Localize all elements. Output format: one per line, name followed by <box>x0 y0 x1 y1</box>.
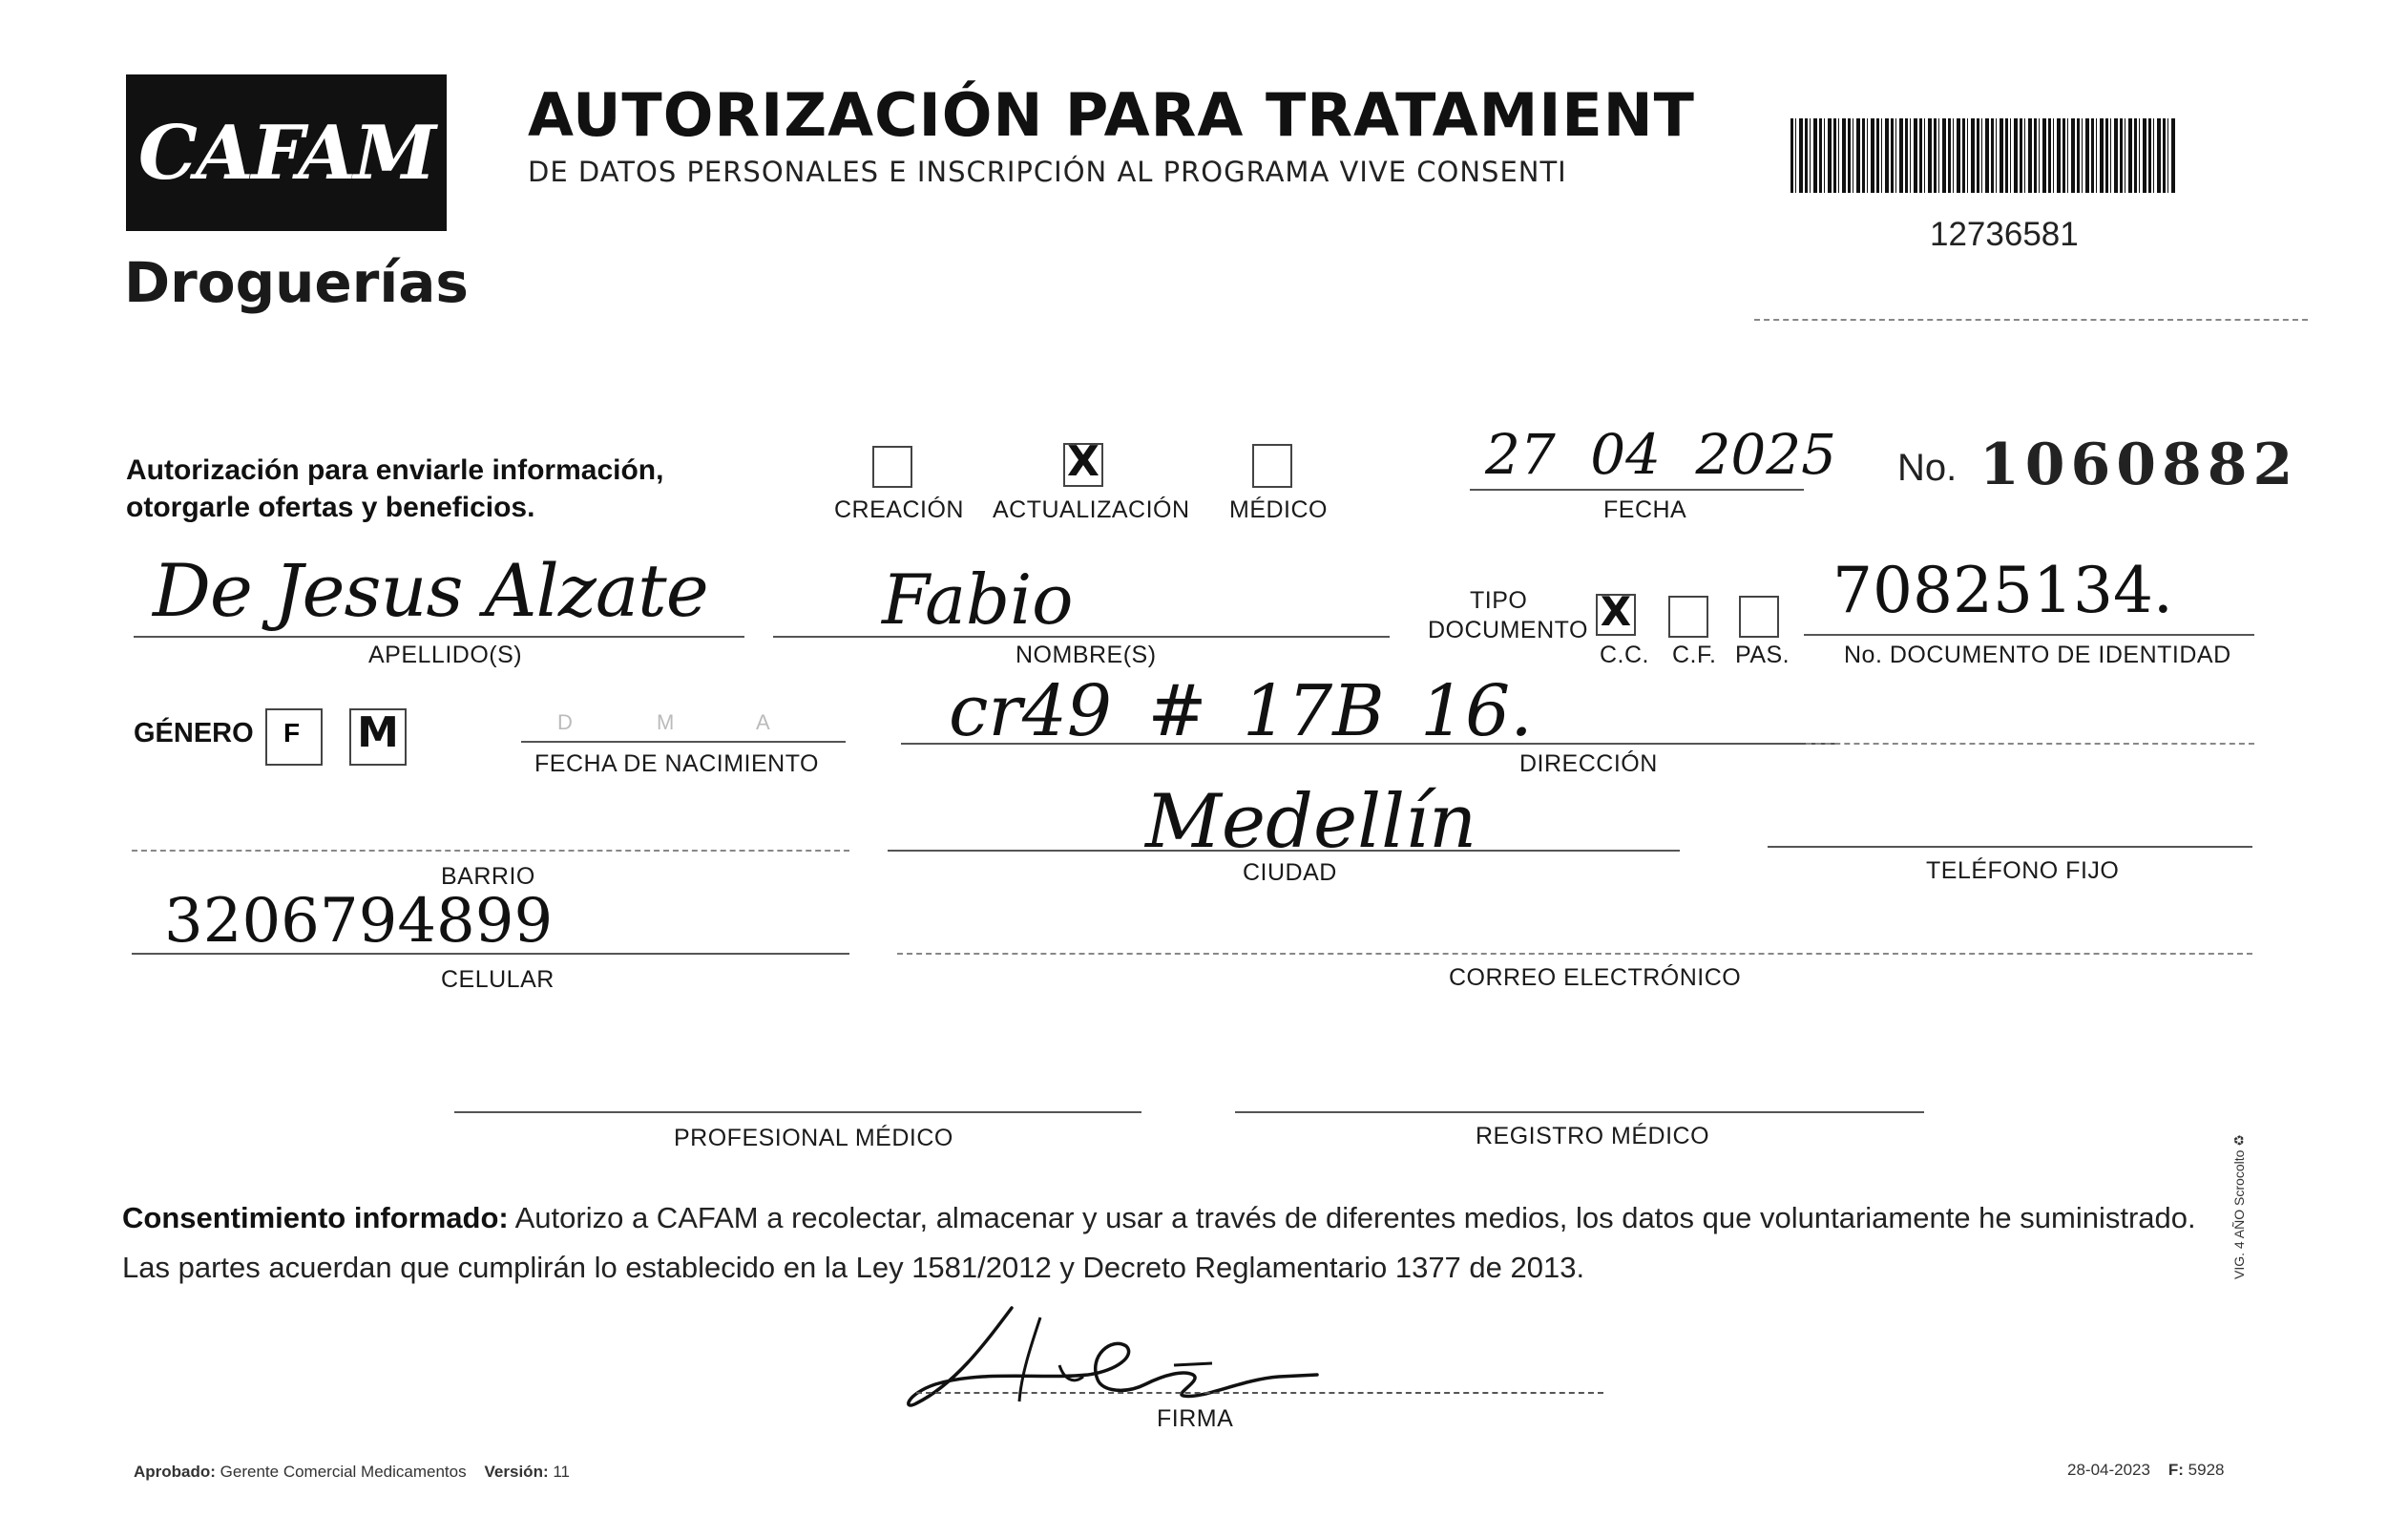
barrio-line <box>132 850 849 852</box>
version-label: Versión: <box>484 1463 549 1481</box>
cf-checkbox[interactable] <box>1668 596 1708 638</box>
address-line <box>901 743 1836 745</box>
signature-graphic <box>897 1289 1336 1422</box>
phone-label: TELÉFONO FIJO <box>1926 857 2120 884</box>
consent-title: Consentimiento informado: <box>122 1201 509 1234</box>
barcode <box>1790 118 2176 193</box>
city-line <box>888 850 1680 852</box>
phone-line <box>1768 846 2252 848</box>
address-line-ext <box>1806 743 2254 745</box>
form-title: AUTORIZACIÓN PARA TRATAMIENT <box>528 80 1695 150</box>
creation-label: CREACIÓN <box>834 496 964 523</box>
form-number: 1060882 <box>1979 432 2299 498</box>
city-label: CIUDAD <box>1243 859 1337 886</box>
address-label: DIRECCIÓN <box>1519 750 1658 777</box>
birth-placeholder-d: D <box>557 710 573 734</box>
birth-placeholder-m: M <box>657 710 675 734</box>
doc-type-label-1: TIPO <box>1470 587 1528 614</box>
medical-label: MÉDICO <box>1229 496 1328 523</box>
doc-type-label-2: DOCUMENTO <box>1428 617 1588 643</box>
doc-number-label: No. DOCUMENTO DE IDENTIDAD <box>1844 642 2231 668</box>
city-value: Medellín <box>1145 779 1477 865</box>
consent-paragraph-1 <box>122 1201 2196 1235</box>
update-check-mark: X <box>1067 437 1099 486</box>
authorization-text-2: otorgarle ofertas y beneficios. <box>126 492 535 523</box>
cc-check-mark: X <box>1600 588 1632 635</box>
cf-label: C.F. <box>1672 642 1717 668</box>
professional-line <box>454 1111 1141 1113</box>
name-line <box>773 636 1390 638</box>
pas-checkbox[interactable] <box>1739 596 1779 638</box>
brand-subtitle: Droguerías <box>124 250 469 315</box>
creation-checkbox[interactable] <box>872 446 912 488</box>
doc-number-value: 70825134. <box>1832 554 2173 627</box>
surname-value: De Jesus Alzate <box>153 548 708 633</box>
form-number-prefix: No. <box>1897 447 1958 489</box>
cell-label: CELULAR <box>441 966 555 993</box>
surname-label: APELLIDO(S) <box>368 642 523 668</box>
cafam-logo <box>126 74 447 231</box>
birth-placeholder-a: A <box>756 710 770 734</box>
version-value: 11 <box>553 1463 571 1481</box>
medical-checkbox[interactable] <box>1252 444 1292 488</box>
signature-label: FIRMA <box>1157 1405 1234 1432</box>
logo-text: CAFAM <box>137 109 435 197</box>
doc-number-line <box>1804 634 2254 636</box>
pas-label: PAS. <box>1735 642 1790 668</box>
barcode-number: 12736581 <box>1930 216 2079 253</box>
cell-value: 3206794899 <box>164 886 554 957</box>
date-line <box>1470 489 1804 491</box>
date-value: 27 04 2025 <box>1485 422 1837 487</box>
birth-line <box>521 741 846 743</box>
cc-label: C.C. <box>1600 642 1649 668</box>
consent-text-2: Las partes acuerdan que cumplirán lo establecido en la Ley 1581/2012 y Decreto Reglamentario 1377 de 2013. <box>122 1251 1585 1284</box>
email-line <box>897 953 2252 955</box>
birth-label: FECHA DE NACIMIENTO <box>534 750 819 777</box>
gender-label: GÉNERO <box>134 718 254 748</box>
surname-line <box>134 636 744 638</box>
email-label: CORREO ELECTRÓNICO <box>1449 964 1742 991</box>
form-code-value: 5928 <box>2188 1461 2225 1479</box>
form-subtitle: DE DATOS PERSONALES E INSCRIPCIÓN AL PROGRAMA VIVE CONSENTI <box>528 156 1567 188</box>
header-divider <box>1754 319 2308 321</box>
cell-line <box>132 953 849 955</box>
gender-f-label: F <box>283 718 301 748</box>
update-label: ACTUALIZACIÓN <box>993 496 1190 523</box>
registry-label: REGISTRO MÉDICO <box>1476 1123 1710 1149</box>
barrio-label: BARRIO <box>441 863 535 890</box>
gender-m-check-mark: M <box>357 708 399 757</box>
approved-label: Aprobado: <box>134 1463 216 1481</box>
professional-label: PROFESIONAL MÉDICO <box>674 1125 953 1151</box>
name-value: Fabio <box>882 559 1074 640</box>
footer-approved <box>134 1463 570 1482</box>
approved-value: Gerente Comercial Medicamentos <box>220 1463 467 1481</box>
address-value: cr49 # 17B 16. <box>949 670 1533 752</box>
date-label: FECHA <box>1603 496 1687 523</box>
consent-text-1: Autorizo a CAFAM a recolectar, almacenar y usar a través de diferentes medios, los datos que voluntariamente he suministrado. <box>508 1201 2196 1234</box>
footer-right <box>2067 1461 2224 1480</box>
name-label: NOMBRE(S) <box>1016 642 1157 668</box>
form-code-label: F: <box>2167 1461 2184 1479</box>
footer-date: 28-04-2023 <box>2067 1461 2150 1479</box>
side-vertical-text: VIG. 4 AÑO Scrocolto ♻ <box>2231 1134 2247 1279</box>
signature-line <box>916 1392 1603 1394</box>
authorization-text-1: Autorización para enviarle información, <box>126 454 664 486</box>
registry-line <box>1235 1111 1924 1113</box>
